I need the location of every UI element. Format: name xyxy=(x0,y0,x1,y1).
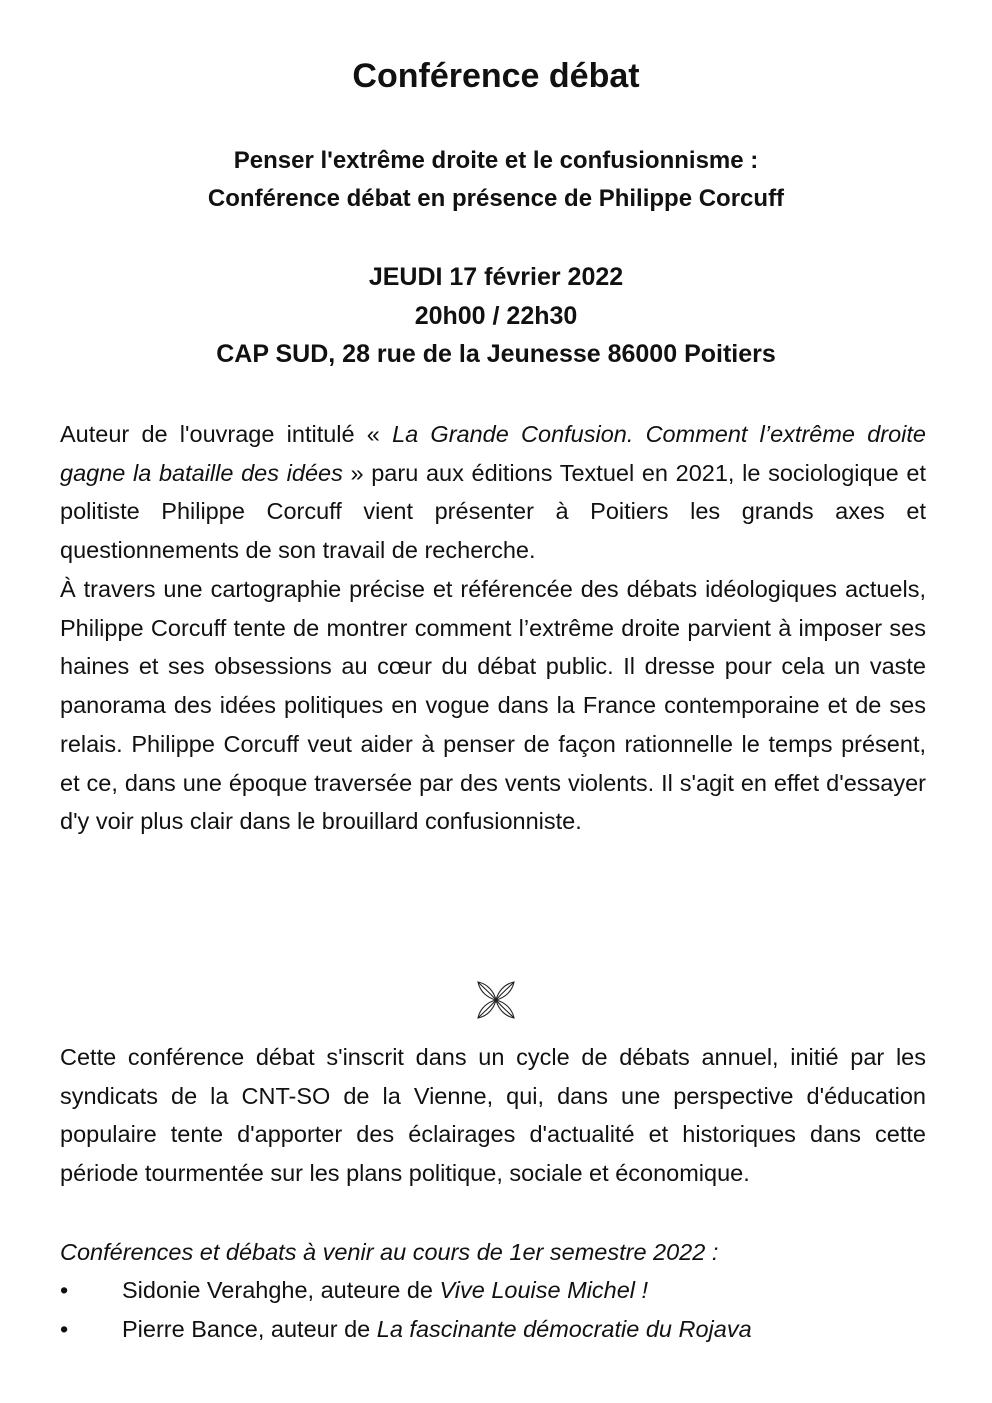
event-info xyxy=(0,258,992,374)
list-item xyxy=(60,1271,926,1310)
paragraph1-rest: » paru aux éditions Textuel en 2021, le sociologique et politiste Philippe Corcuff vient présenter à Poitiers les grands axes et questionnements de son travail de recherche. xyxy=(60,459,926,564)
event-time: 20h00 / 22h30 xyxy=(414,301,578,330)
paragraph-author-intro xyxy=(60,415,926,570)
list-item-work: Vive Louise Michel ! xyxy=(439,1277,649,1303)
book-title: La Grande Confusion. Comment l’extrême droite gagne la bataille des idées xyxy=(60,421,926,486)
fleuron-ornament-icon xyxy=(474,978,518,1022)
paragraph-cycle xyxy=(60,1038,926,1193)
page-title: Conférence débat xyxy=(352,57,640,95)
subtitle xyxy=(0,142,992,218)
event-date: JEUDI 17 février 2022 xyxy=(368,263,624,291)
upcoming-list xyxy=(60,1271,926,1349)
paragraph1-intro: Auteur de l'ouvrage intitulé « xyxy=(60,421,393,447)
list-item-work: La fascinante démocratie du Rojava xyxy=(376,1316,752,1342)
subtitle-line-2: Conférence débat en présence de Philippe Corcuff xyxy=(207,185,785,212)
event-place: CAP SUD, 28 rue de la Jeunesse 86000 Poitiers xyxy=(216,340,776,368)
list-item xyxy=(60,1310,926,1349)
upcoming-heading: Conférences et débats à venir au cours de 1er semestre 2022 : xyxy=(60,1239,719,1265)
paragraph-description xyxy=(60,570,926,841)
list-item-author: Sidonie Verahghe, auteure de xyxy=(122,1277,440,1303)
paragraph2-text: À travers une cartographie précise et référencée des débats idéologiques actuels, Philippe Corcuff tente de montrer comment l’extrême droite parvient à imposer ses haines et ses obsessions au cœur du débat public. Il dresse pour cela un vaste panorama des idées politiques en vogue dans la France contemporaine et de ses relais. Philippe Corcuff veut aider à penser de façon rationnelle le temps présent, et ce, dans une époque traversée par des vents violents. Il s'agit en effet d'essayer d'y voir plus clair dans le brouillard confusionniste. xyxy=(60,576,926,835)
bullet: • xyxy=(60,1316,69,1342)
list-item-author: Pierre Bance, auteur de xyxy=(122,1316,377,1342)
paragraph3-text: Cette conférence débat s'inscrit dans un cycle de débats annuel, initié par les syndicats de la CNT-SO de la Vienne, qui, dans une perspective d'éducation populaire tente d'apporter des éclairages d'actualité et historiques dans cette période tourmentée sur les plans politique, sociale et économique. xyxy=(60,1044,926,1187)
bullet: • xyxy=(60,1277,69,1303)
subtitle-line-1: Penser l'extrême droite et le confusionnisme : xyxy=(233,147,759,174)
